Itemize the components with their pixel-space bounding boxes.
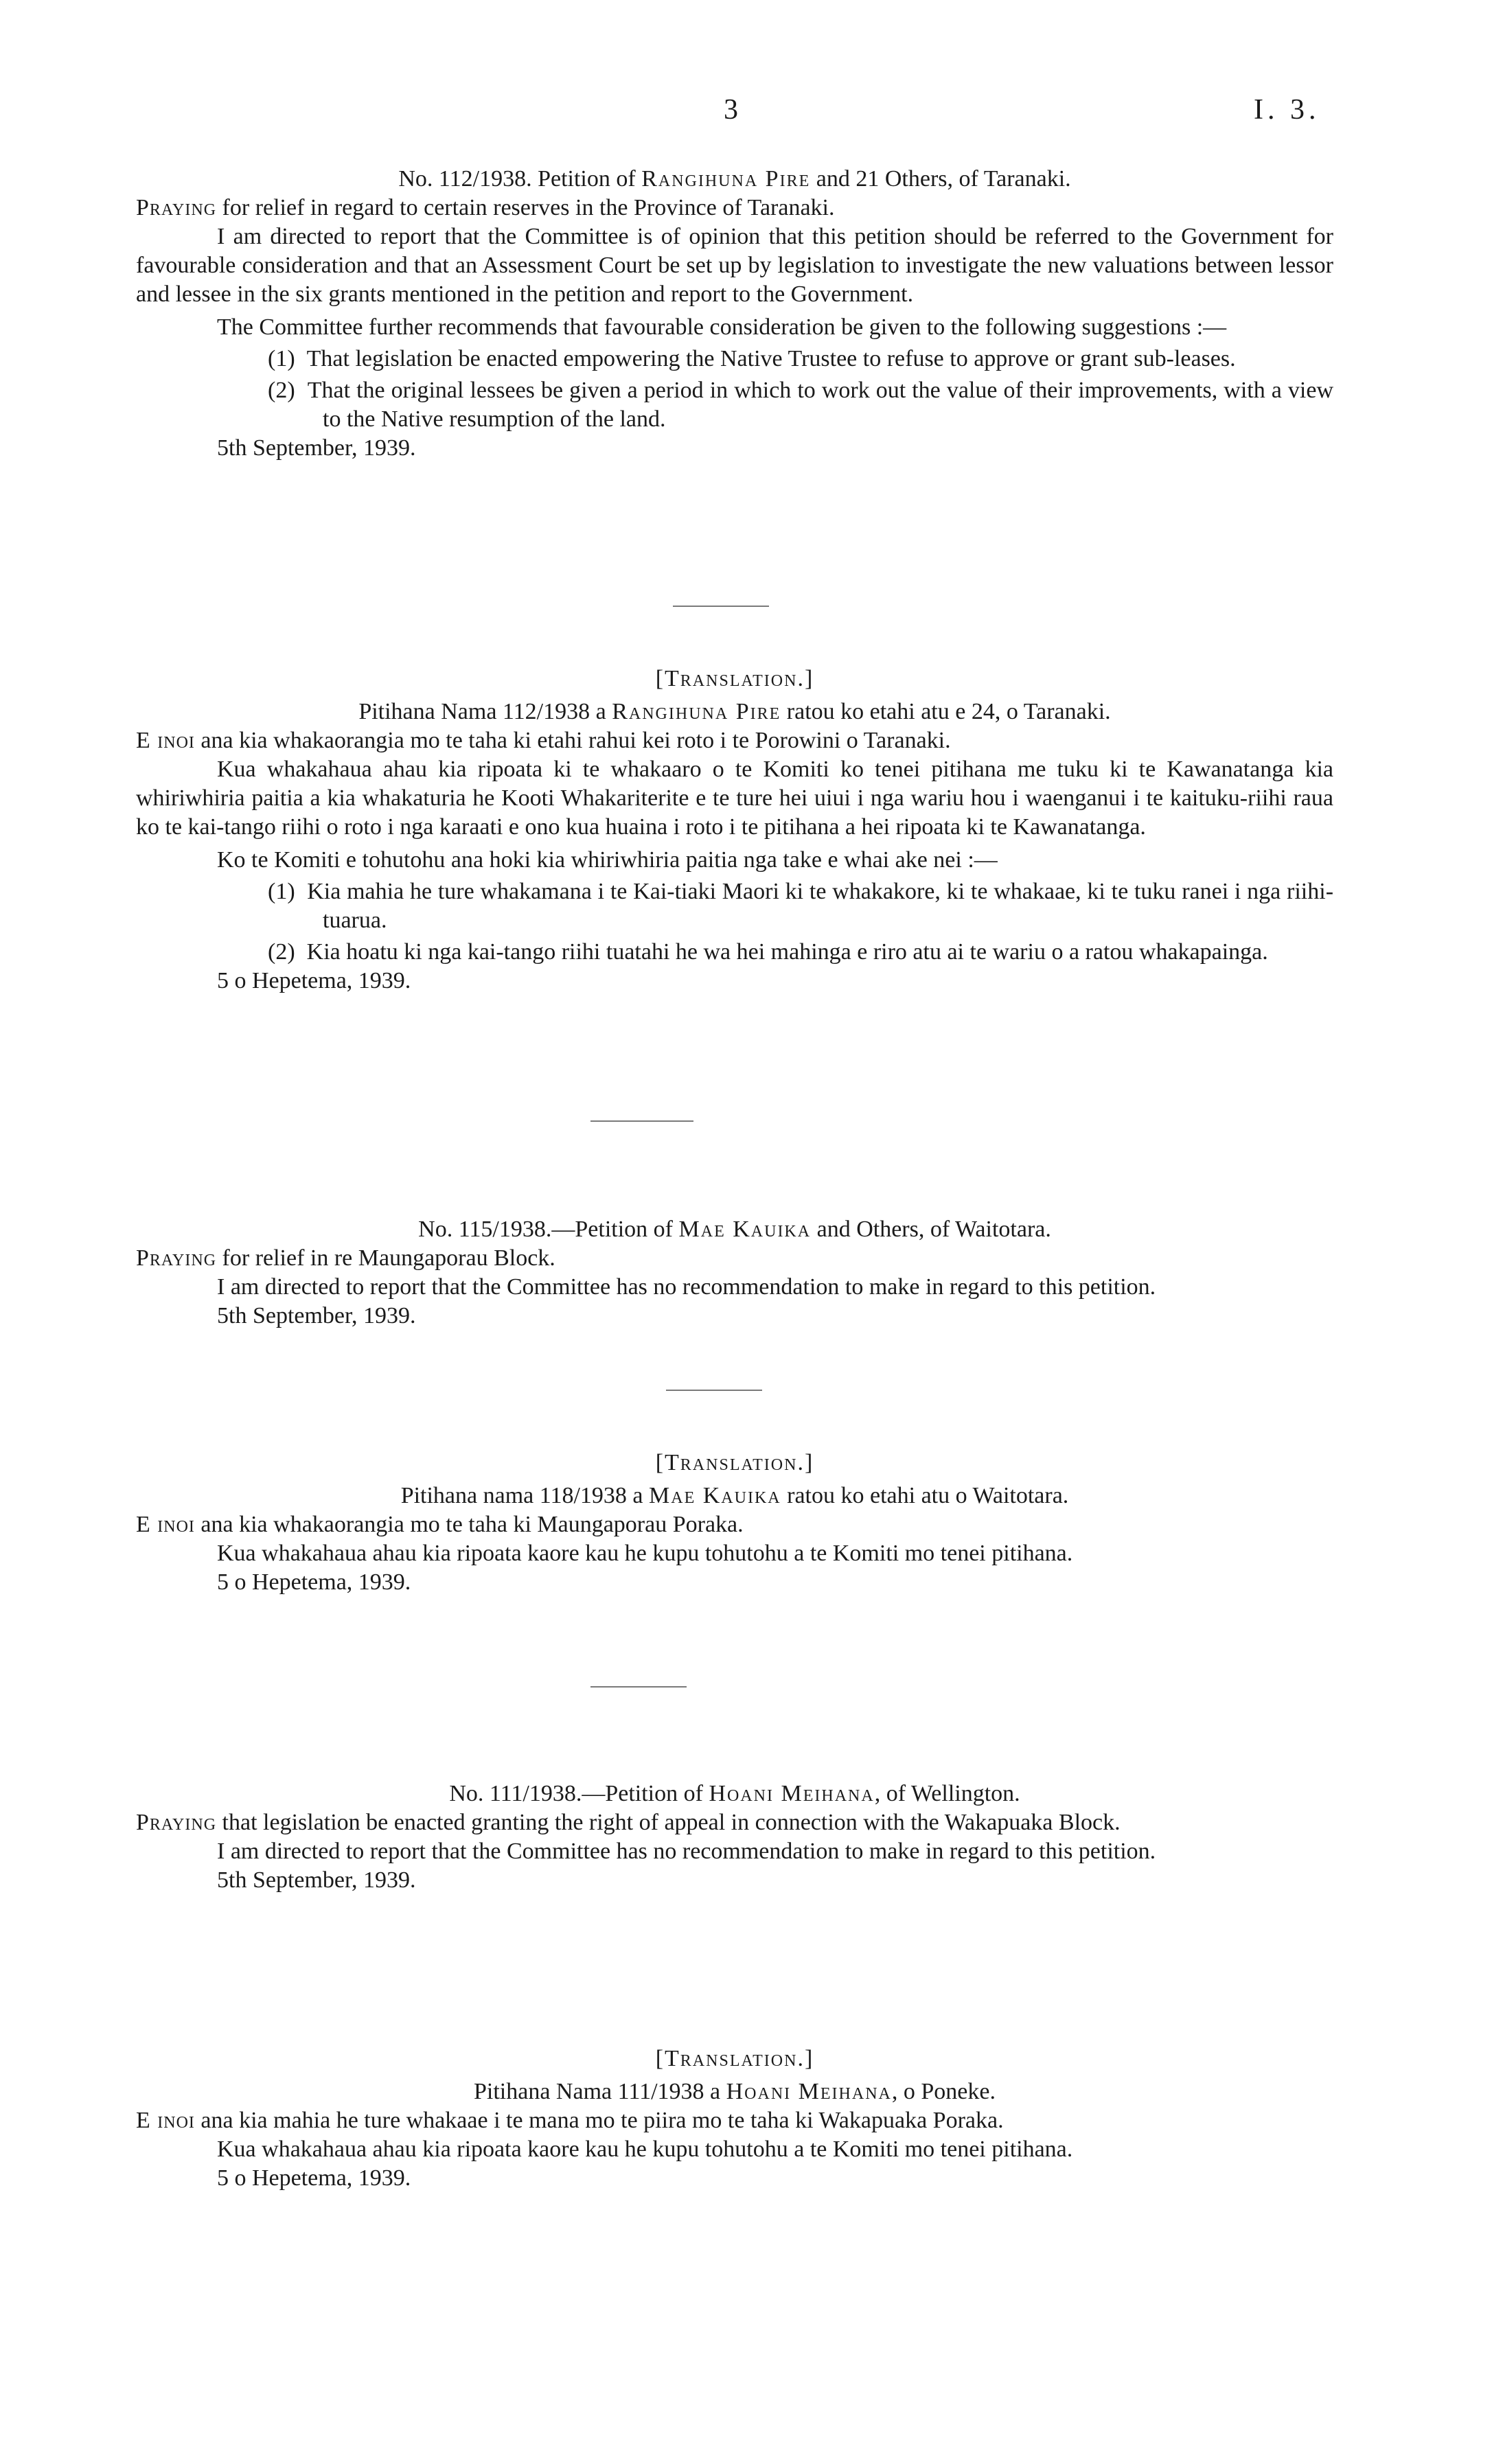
date-line: 5th September, 1939. <box>217 1867 416 1893</box>
petitioner-name: Hoani Meihana <box>709 1781 875 1806</box>
title-tail: , of Wellington. <box>874 1781 1020 1806</box>
item-number: (2) <box>268 378 295 403</box>
title-text: No. 111/1938.—Petition of <box>449 1781 703 1806</box>
praying-paragraph <box>136 1808 1333 1837</box>
translation-115-title <box>136 1482 1333 1510</box>
item-text: That legislation be enacted empowering the Native Trustee to refuse to approve or grant sub-leases. <box>306 346 1236 371</box>
petitioner-name: Mae Kauika <box>649 1483 781 1508</box>
title-tail: ratou ko etahi atu o Waitotara. <box>787 1483 1069 1508</box>
praying-paragraph <box>136 1244 1333 1273</box>
petition-111-section <box>136 1780 1333 1895</box>
praying-text: for relief in re Maungaporau Block. <box>222 1245 555 1271</box>
date-line: 5th September, 1939. <box>217 1303 416 1328</box>
praying-lead: E inoi <box>136 2108 195 2133</box>
section-divider <box>673 606 769 607</box>
translation-112-section <box>136 665 1333 995</box>
title-text: Pitihana Nama 112/1938 a <box>358 699 606 724</box>
further-paragraph: Ko te Komiti e tohutohu ana hoki kia whiriwhiria paitia nga take e whai ake nei :— <box>217 847 998 873</box>
praying-lead: Praying <box>136 1245 217 1271</box>
translation-label: [Translation.] <box>655 666 814 691</box>
title-tail: and Others, of Waitotara. <box>816 1217 1051 1242</box>
petitioner-name: Rangihuna Pire <box>612 699 781 724</box>
item-text: Kia mahia he ture whakamana i te Kai-tiaki Maori ki te whakakore, ki te whakaae, ki te tuku ranei i nga riihi-tuarua. <box>307 879 1334 933</box>
praying-text: for relief in regard to certain reserves in the Province of Taranaki. <box>222 195 835 220</box>
report-paragraph: I am directed to report that the Committee is of opinion that this petition should be referred to the Government for favourable consideration and that an Assessment Court be set up by legislation to investigate the new valuations between lessor and lessee in the six grants mentioned in the petition and report to the Government. <box>136 224 1333 307</box>
section-divider <box>590 1686 687 1688</box>
petitioner-name: Hoani Meihana <box>726 2079 892 2104</box>
suggestion-2 <box>136 376 1333 434</box>
report-paragraph: Kua whakahaua ahau kia ripoata kaore kau he kupu tohutohu a te Komiti mo tenei pitihana. <box>217 2137 1073 2162</box>
petition-112-section <box>136 165 1333 463</box>
item-number: (1) <box>268 346 295 371</box>
item-number: (1) <box>268 879 295 904</box>
praying-paragraph <box>136 726 1333 755</box>
title-text: Pitihana nama 118/1938 a <box>400 1483 643 1508</box>
title-text: Pitihana Nama 111/1938 a <box>474 2079 721 2104</box>
date-line: 5 o Hepetema, 1939. <box>217 2165 411 2191</box>
title-text: Petition of <box>538 166 636 192</box>
praying-lead: E inoi <box>136 728 195 753</box>
praying-text: ana kia whakaorangia mo te taha ki etahi rahui kei roto i te Porowini o Taranaki. <box>200 728 951 753</box>
suggestion-2 <box>136 938 1333 967</box>
praying-text: ana kia whakaorangia mo te taha ki Maungaporau Poraka. <box>200 1512 744 1537</box>
section-divider <box>666 1390 762 1391</box>
date-line: 5 o Hepetema, 1939. <box>217 968 411 993</box>
praying-paragraph <box>136 2106 1333 2135</box>
date-line: 5th September, 1939. <box>217 435 416 461</box>
petition-111-title <box>136 1780 1333 1808</box>
praying-paragraph <box>136 1510 1333 1539</box>
title-text: No. 115/1938.—Petition of <box>418 1217 673 1242</box>
translation-label: [Translation.] <box>655 2046 814 2071</box>
praying-paragraph <box>136 194 1333 222</box>
page-number: 3 <box>724 94 738 126</box>
praying-lead: Praying <box>136 195 217 220</box>
translation-111-section <box>136 2045 1333 2193</box>
translation-111-title <box>136 2077 1333 2106</box>
item-number: (2) <box>268 939 295 965</box>
section-divider <box>590 1120 693 1122</box>
petition-112-title <box>136 165 1333 194</box>
translation-112-title <box>136 698 1333 726</box>
praying-text: that legislation be enacted granting the right of appeal in connection with the Wakapuaka Block. <box>222 1810 1121 1835</box>
item-text: That the original lessees be given a period in which to work out the value of their improvements, with a view to the Native resumption of the land. <box>307 378 1333 432</box>
suggestion-1 <box>136 345 1333 373</box>
report-paragraph: Kua whakahaua ahau kia ripoata kaore kau he kupu tohutohu a te Komiti mo tenei pitihana. <box>217 1541 1073 1566</box>
report-paragraph: I am directed to report that the Committee has no recommendation to make in regard to this petition. <box>217 1274 1156 1300</box>
date-line: 5 o Hepetema, 1939. <box>217 1569 411 1595</box>
praying-lead: E inoi <box>136 1512 195 1537</box>
petitioner-name: Rangihuna Pire <box>641 166 811 192</box>
title-tail: , o Poneke. <box>891 2079 996 2104</box>
title-tail: and 21 Others, of Taranaki. <box>816 166 1071 192</box>
further-paragraph: The Committee further recommends that favourable consideration be given to the following suggestions :— <box>217 314 1227 340</box>
petitioner-name: Mae Kauika <box>678 1217 812 1242</box>
petition-115-section <box>136 1215 1333 1331</box>
title-tail: ratou ko etahi atu e 24, o Taranaki. <box>786 699 1111 724</box>
paper-reference: I. 3. <box>1254 94 1320 126</box>
translation-115-section <box>136 1449 1333 1597</box>
item-text: Kia hoatu ki nga kai-tango riihi tuatahi he wa hei mahinga e riro atu ai te wariu o a ratou whakapainga. <box>306 939 1268 965</box>
report-paragraph: Kua whakahaua ahau kia ripoata ki te whakaaro o te Komiti ko tenei pitihana me tuku ki te Kawanatanga kia whiriwhiria paitia a kia whakaturia he Kooti Whakariterite e te ture hei uiui i nga wariu hou i waenganui i te kaituku-riihi raua ko te kai-tango riihi o roto i nga karaati e ono kua huaina i roto i te pitihana a hei ripoata ki te Kawanatanga. <box>136 757 1333 840</box>
petition-number: No. 112/1938. <box>398 166 532 192</box>
report-paragraph: I am directed to report that the Committee has no recommendation to make in regard to this petition. <box>217 1839 1156 1864</box>
suggestion-1 <box>136 877 1333 935</box>
praying-text: ana kia mahia he ture whakaae i te mana mo te piira mo te taha ki Wakapuaka Poraka. <box>200 2108 1004 2133</box>
petition-115-title <box>136 1215 1333 1244</box>
praying-lead: Praying <box>136 1810 217 1835</box>
translation-label: [Translation.] <box>655 1450 814 1475</box>
